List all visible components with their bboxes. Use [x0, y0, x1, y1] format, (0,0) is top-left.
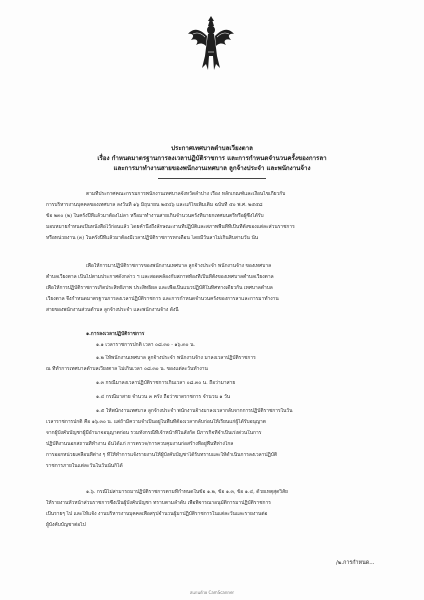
body-line: เวียงตาล จึงกำหนดมาตรฐานการลงเวลาปฏิบัติราชการ และการกำหนดจำนวนครั้งของการลาและการมาทำงาน — [46, 296, 279, 302]
body-line: สายของพนักงานส่วนตำบล ลูกจ้างประจำ และพนักงานจ้าง ดังนี้ — [46, 307, 179, 313]
body-line: ๑.๖. กรณีไม่สามารถมาปฏิบัติราชการตามที่กำหนดในข้อ ๑.๒, ข้อ ๑.๓, ข้อ ๑.๔, ด้วยเหตุสุดวิสัย — [86, 489, 288, 495]
body-line: ๑.๔ กรณีมาสาย จำนวน ๓ ครั้ง ถือว่าขาดราชการ จำนวน ๑ วัน — [96, 394, 231, 400]
body-line: เป็นรายๆ ไป และให้แจ้ง งานบริหารงานบุคคลเพื่อสรุปจำนวนผู้มาปฏิบัติราชการในแต่ละวันและรายงานต่อ — [46, 511, 268, 517]
body-line: หรือหน่วยงาน (๓) ในครั้งปีที่แล้วมาต้องมีเวลาปฏิบัติราชการหกเดือน โดยมีวันลาไม่เกินสิบสามวัน นั้น — [46, 235, 259, 241]
body-line: ข้อ ๒๓๐ (๒) ในครั้งปีที่แล้วมาต้องไม่ลา หรือมาทำงานสายเกินจำนวนครั้งที่นายกเทศมนตรีหรือผู้ซึ่งได้รับ — [46, 213, 264, 219]
body-line: ๑.๕ ให้พนักงานเทศบาล ลูกจ้างประจำ พนักงานจ้างมาลงเวลากลับจากการปฏิบัติราชการในวัน — [96, 408, 293, 414]
body-line: ณ ที่ทำการเทศบาลตำบลเวียงตาล ไม่เกินเวลา ๐๘.๓๐ น. ของแต่ละวันทำงาน — [46, 366, 208, 372]
section-heading: ๑.การลงเวลาปฏิบัติราชการ — [86, 331, 145, 337]
body-line: เวลาราชการปกติ คือ ๑๖.๓๐ น. แต่ถ้ามีความจำเป็นอยู่ในพื้นที่ต้องเวลากลับก่อนให้เรียนแก่ผู้ได้รับอนุญาต — [46, 419, 266, 425]
document-title: ประกาศเทศบาลตำบลเวียงตาล — [171, 145, 253, 152]
body-line: ตำบลเวียงตาล เป็นไปตามประกาศดังกล่าว ฯ และสอดคล้องกับสภาพท้องที่เป็นที่ตั้งของเทศบาลตำบลเวียงตาล — [46, 274, 274, 280]
subject-line-1: เรื่อง กำหนดมาตรฐานการลงเวลาปฏิบัติราชการ และการกำหนดจำนวนครั้งของการลา — [97, 155, 327, 162]
body-line: เพื่อให้การมาปฏิบัติราชการของพนักงานเทศบาล ลูกจ้างประจำ พนักงานจ้าง ของเทศบาล — [86, 263, 272, 269]
body-line: ๑.๒ ให้พนักงานเทศบาล ลูกจ้างประจำ พนักงานจ้าง มาลงเวลาปฏิบัติราชการ — [96, 355, 256, 361]
continuation-reference: /๒.การกำหนด... — [336, 560, 375, 566]
body-line: ให้รายงานหัวหน้าส่วนราชการซึ่งเป็นผู้บังคับบัญชา ทราบตามลำดับ เพื่อพิจารณาอนุมัติการมาปฏิบัติราชการ — [46, 500, 271, 506]
garuda-emblem-icon — [187, 14, 235, 74]
body-line: ปฏิบัติงานนอกสถานที่ทำงาน อันได้แก่ การตรวจ/การควบคุมงานก่อสร้างที่อยู่พื้นที่ห่างไกล — [46, 441, 234, 447]
body-line: ๑.๑ เวลาราชการปกติ เวลา ๐๘.๓๐ - ๑๖.๓๐ น. — [96, 342, 195, 348]
body-line: ราชการภายในแต่ละวันในวันนั้นก็ได้ — [46, 463, 123, 469]
body-line: มอบหมายกำหนดเป็นหนังสือไว้ก่อนแล้ว โดยคำนึงถึงลักษณะงานที่ปฏิบัติและสภาพพื้นที่ที่เป็นที่ตั้งของแต่ละส่วนราชการ — [46, 224, 295, 230]
subject-line-2: และการมาทำงานสายของพนักงานเทศบาล ลูกจ้างประจำ และพนักงานจ้าง — [113, 165, 311, 172]
body-line: ตามที่ประกาศคณะกรรมการพนักงานเทศบาลจังหวัดลำปาง เรื่อง หลักเกณฑ์และเงื่อนไขเกี่ยวกับ — [86, 191, 286, 197]
scanner-footer: สแกนด้วย CamScanner — [189, 590, 235, 595]
body-line: การออกหน่วยเคลื่อนที่ต่าง ๆ ที่ให้ทำการแจ้งรายงานให้ผู้บังคับบัญชาได้รับทราบและให้ดำเนินการลงเวลาปฏิบัติ — [46, 452, 278, 458]
body-line: การบริหารงานบุคคลของเทศบาล ลงวันที่ ๑๖ มิถุนายน ๒๕๔๖ และแก้ไขเพิ่มเติม ฉบับที่ ๕๐ พ.ศ. ๒๕๕๘ — [46, 202, 263, 208]
body-line: ๑.๓ กรณีมาลงเวลาปฏิบัติราชการเกินเวลา ๐๘.๓๐ น. ถือว่ามาสาย — [96, 380, 236, 386]
body-line: เพื่อให้การปฏิบัติราชการเกิดประสิทธิภาพ ประสิทธิผล และเพื่อเป็นแนวปฏิบัติในทิศทางเดียวกัน เทศบาลตำบล — [46, 285, 273, 291]
header-divider — [158, 178, 266, 179]
body-line: จากผู้บังคับบัญชาผู้มีอำนาจอนุญาตก่อน รวมทั้งกรณีที่เจ้าหน้าที่ในสังกัด มีภารกิจที่จำเป็นเร่งด่วนในการ — [46, 430, 262, 436]
body-line: ผู้บังคับบัญชาต่อไป — [46, 522, 86, 528]
